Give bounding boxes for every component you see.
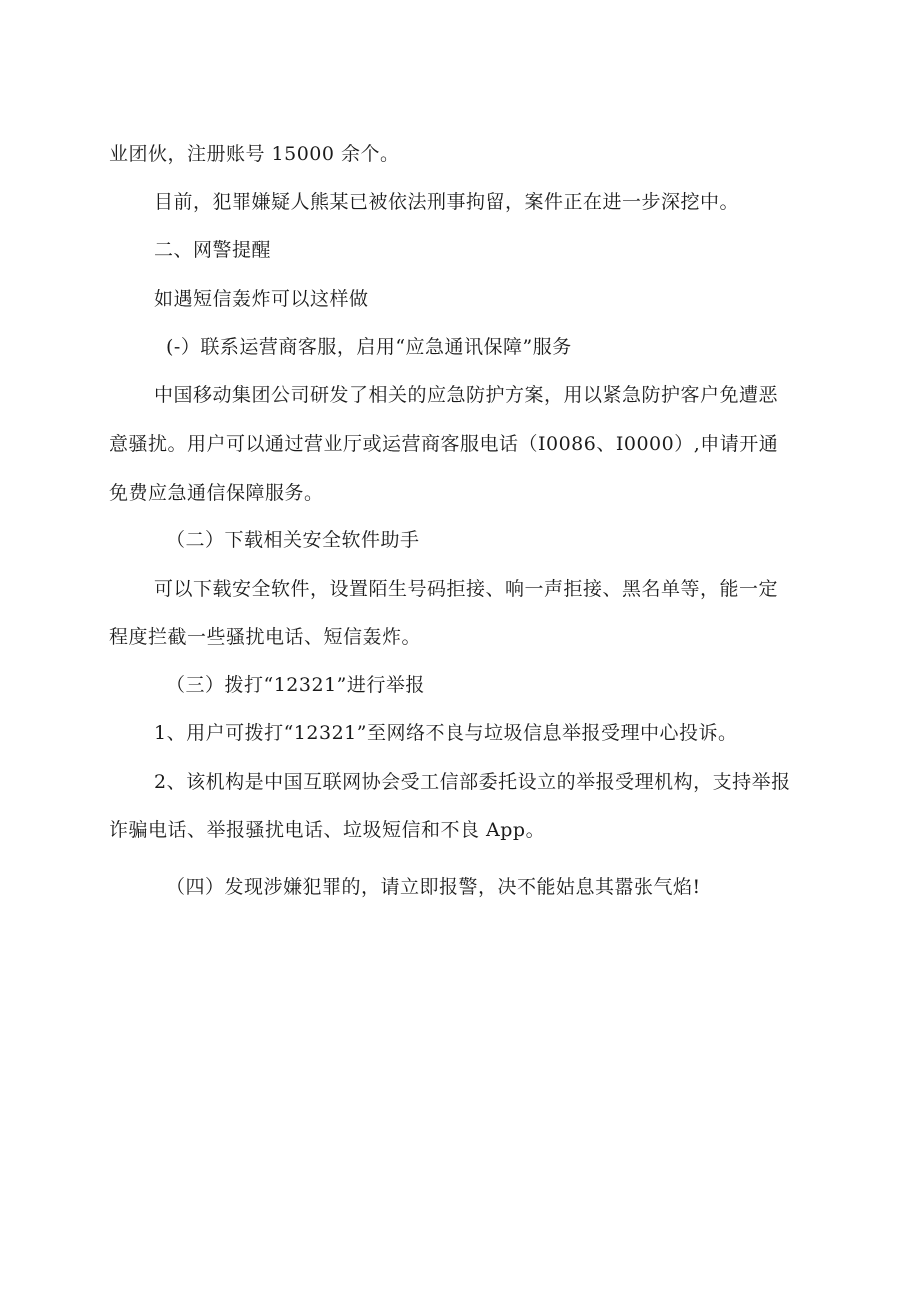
body-text-line: 意骚扰。用户可以通过营业厅或运营商客服电话（I0086、I0000）,申请开通: [109, 433, 779, 455]
section-heading: 二、网警提醒: [154, 239, 272, 261]
body-text-line: 业团伙，注册账号 15000 余个。: [109, 143, 400, 165]
body-text-line: 可以下载安全软件，设置陌生号码拒接、响一声拒接、黑名单等，能一定: [154, 578, 779, 600]
body-text-line: 如遇短信轰炸可以这样做: [154, 288, 369, 310]
body-text-line: 1、用户可拨打“12321”至网络不良与垃圾信息举报受理中心投诉。: [154, 722, 738, 744]
body-text-line: 目前，犯罪嫌疑人熊某已被依法刑事拘留，案件正在进一步深挖中。: [154, 191, 740, 213]
body-text-line: 免费应急通信保障服务。: [109, 482, 324, 504]
subsection-heading: （四）发现涉嫌犯罪的，请立即报警，决不能姑息其嚣张气焰!: [166, 876, 701, 898]
subsection-heading: (-）联系运营商客服，启用“应急通讯保障”服务: [166, 336, 572, 358]
subsection-heading: （三）拨打“12321”进行举报: [166, 674, 425, 696]
subsection-heading: （二）下载相关安全软件助手: [166, 529, 420, 551]
body-text-line: 程度拦截一些骚扰电话、短信轰炸。: [109, 626, 422, 648]
body-text-line: 中国移动集团公司研发了相关的应急防护方案，用以紧急防护客户免遭恶: [154, 384, 779, 406]
body-text-line: 2、该机构是中国互联网协会受工信部委托设立的举报受理机构，支持举报: [154, 771, 791, 793]
body-text-line: 诈骗电话、举报骚扰电话、垃圾短信和不良 App。: [109, 819, 546, 841]
